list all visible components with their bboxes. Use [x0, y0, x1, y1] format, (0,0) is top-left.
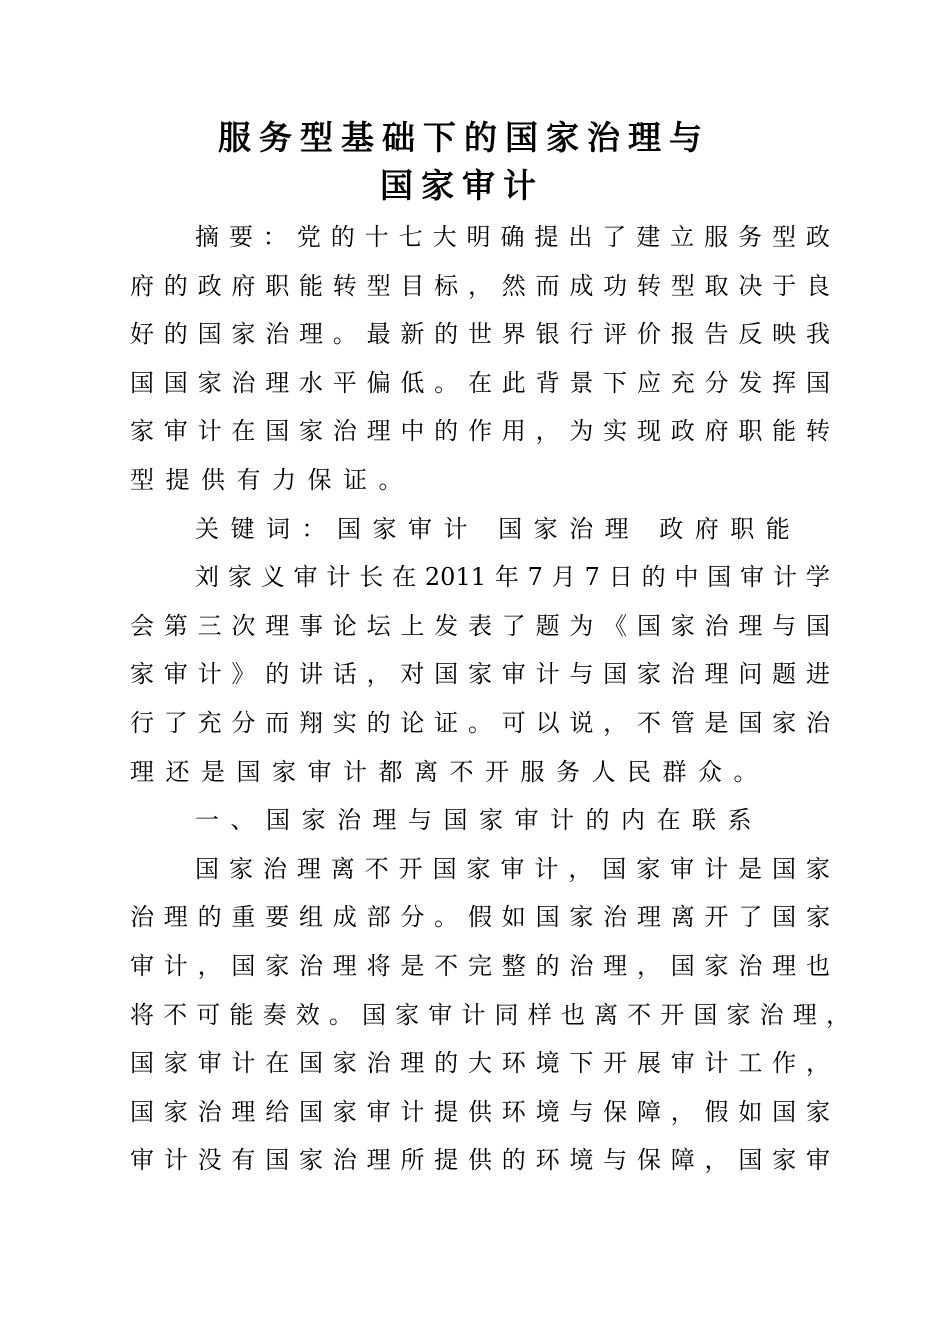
text-line: 行 了 充 分 而 翔 实 的 论 证 。 可 以 说 ， 不 管 是 国 家 治: [130, 709, 830, 737]
text-line: 将 不 可 能 奏 效 。 国 家 审 计 同 样 也 离 不 开 国 家 治 理 ，: [130, 1000, 850, 1029]
text-line: 治 理 的 重 要 组 成 部 分 。 假 如 国 家 治 理 离 开 了 国 家: [130, 903, 830, 932]
text-line: 家 审 计 》 的 讲 话 ， 对 国 家 审 计 与 国 家 治 理 问 题 进: [130, 660, 830, 689]
text-line: 刘 家 义 审 计 长 在 2011 年 7 月 7 日 的 中 国 审 计 学: [195, 563, 830, 592]
text-line: 好 的 国 家 治 理 。 最 新 的 世 界 银 行 评 价 报 告 反 映 我: [130, 320, 830, 349]
text-line: 型 提 供 有 力 保 证 。: [130, 466, 403, 494]
text-line: 家 审 计 在 国 家 治 理 中 的 作 用 ， 为 实 现 政 府 职 能 转: [130, 417, 830, 446]
text-line: 审 计 ， 国 家 治 理 将 是 不 完 整 的 治 理 ， 国 家 治 理 也: [130, 952, 830, 980]
title-line-1: 服务型基础下的国家治理与: [218, 118, 710, 157]
text-line: 审 计 没 有 国 家 治 理 所 提 供 的 环 境 与 保 障 ， 国 家 审: [130, 1146, 830, 1175]
title-line-2: 国家审计: [380, 166, 544, 205]
text-line: 国 国 家 治 理 水 平 偏 低 。 在 此 背 景 下 应 充 分 发 挥 国: [130, 368, 830, 397]
text-line: 国 家 治 理 给 国 家 审 计 提 供 环 境 与 保 障 ， 假 如 国 家: [130, 1097, 830, 1126]
text-line: 国 家 治 理 离 不 开 国 家 审 计 ， 国 家 审 计 是 国 家: [195, 854, 830, 883]
text-line: 摘 要 ： 党 的 十 七 大 明 确 提 出 了 建 立 服 务 型 政: [195, 223, 830, 251]
text-line: 理 还 是 国 家 审 计 都 离 不 开 服 务 人 民 群 众 。: [130, 757, 758, 786]
text-line: 会 第 三 次 理 事 论 坛 上 发 表 了 题 为 《 国 家 治 理 与 国: [130, 611, 830, 640]
text-line: 国 家 审 计 在 国 家 治 理 的 大 环 境 下 开 展 审 计 工 作 ，: [130, 1049, 830, 1078]
text-line: 一 、 国 家 治 理 与 国 家 审 计 的 内 在 联 系: [195, 806, 752, 835]
text-line: 府 的 政 府 职 能 转 型 目 标 ， 然 而 成 功 转 型 取 决 于 良: [130, 271, 830, 300]
text-line: 关 键 词 ： 国 家 审 计 国 家 治 理 政 府 职 能: [195, 514, 790, 543]
